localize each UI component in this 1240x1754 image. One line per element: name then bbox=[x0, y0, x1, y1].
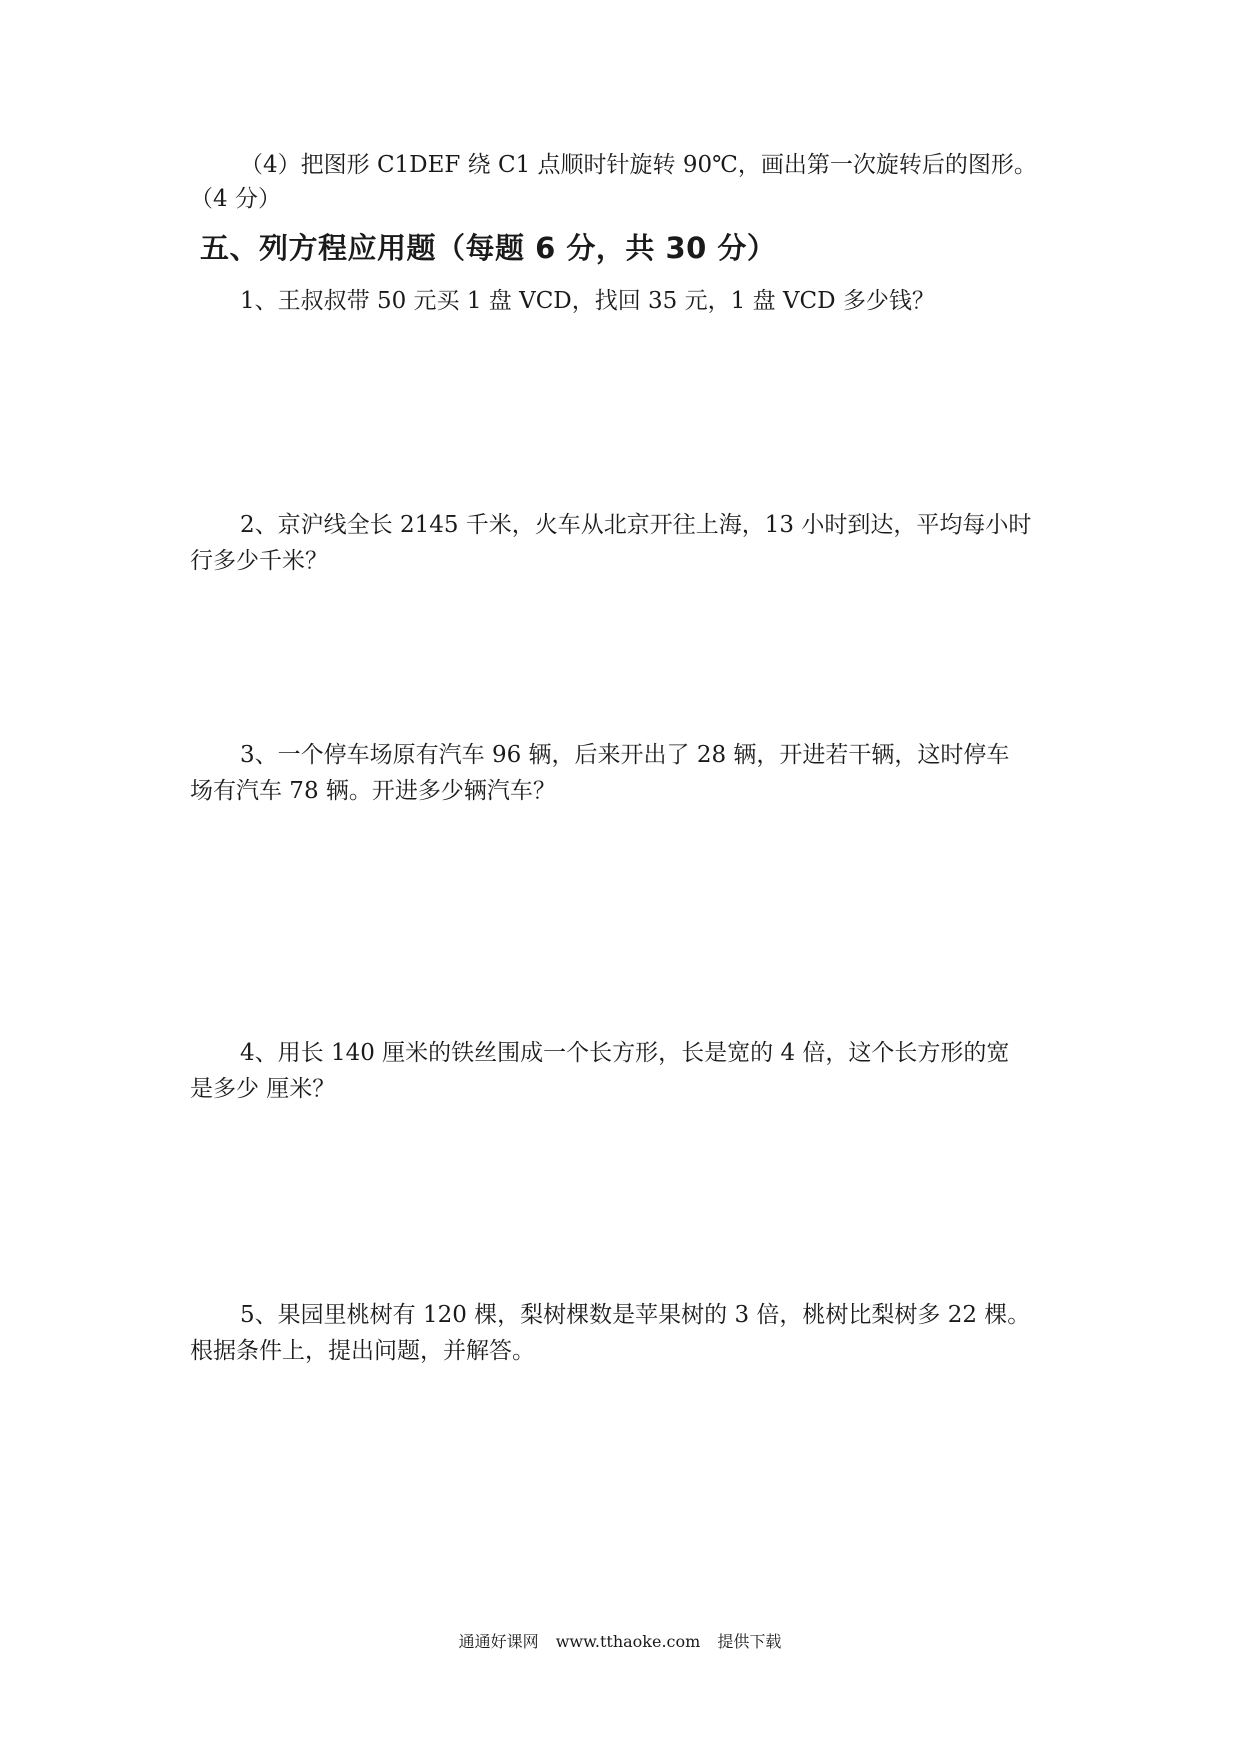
question-1-line1: 1、王叔叔带 50 元买 1 盘 VCD，找回 35 元，1 盘 VCD 多少钱？ bbox=[240, 288, 935, 314]
footer-url[interactable]: www.tthaoke.com bbox=[555, 1632, 701, 1651]
question-4-line1: 4、用长 140 厘米的铁丝围成一个长方形，长是宽的 4 倍，这个长方形的宽 bbox=[240, 1040, 1010, 1066]
question-5-line2: 根据条件上，提出问题，并解答。 bbox=[190, 1338, 535, 1364]
part4-item4-line2: （4 分） bbox=[190, 186, 281, 212]
footer-site-name: 通通好课网 bbox=[458, 1632, 539, 1651]
question-4-line2: 是多少 厘米？ bbox=[190, 1076, 336, 1102]
question-5-line1: 5、果园里桃树有 120 棵，梨树棵数是苹果树的 3 倍，桃树比梨树多 22 棵。 bbox=[240, 1302, 1031, 1328]
part4-item4-line1: （4）把图形 C1DEF 绕 C1 点顺时针旋转 90℃，画出第一次旋转后的图形。 bbox=[240, 152, 1037, 178]
question-2-line2: 行多少千米？ bbox=[190, 548, 328, 574]
question-3-line1: 3、一个停车场原有汽车 96 辆，后来开出了 28 辆，开进若干辆，这时停车 bbox=[240, 742, 1010, 768]
question-3-line2: 场有汽车 78 辆。开进多少辆汽车？ bbox=[190, 778, 556, 804]
question-2-line1: 2、京沪线全长 2145 千米，火车从北京开往上海，13 小时到达，平均每小时 bbox=[240, 512, 1032, 538]
page-footer bbox=[0, 1630, 1240, 1654]
section5-title: 五、列方程应用题（每题 6 分，共 30 分） bbox=[200, 231, 777, 265]
footer-suffix: 提供下载 bbox=[717, 1632, 782, 1651]
